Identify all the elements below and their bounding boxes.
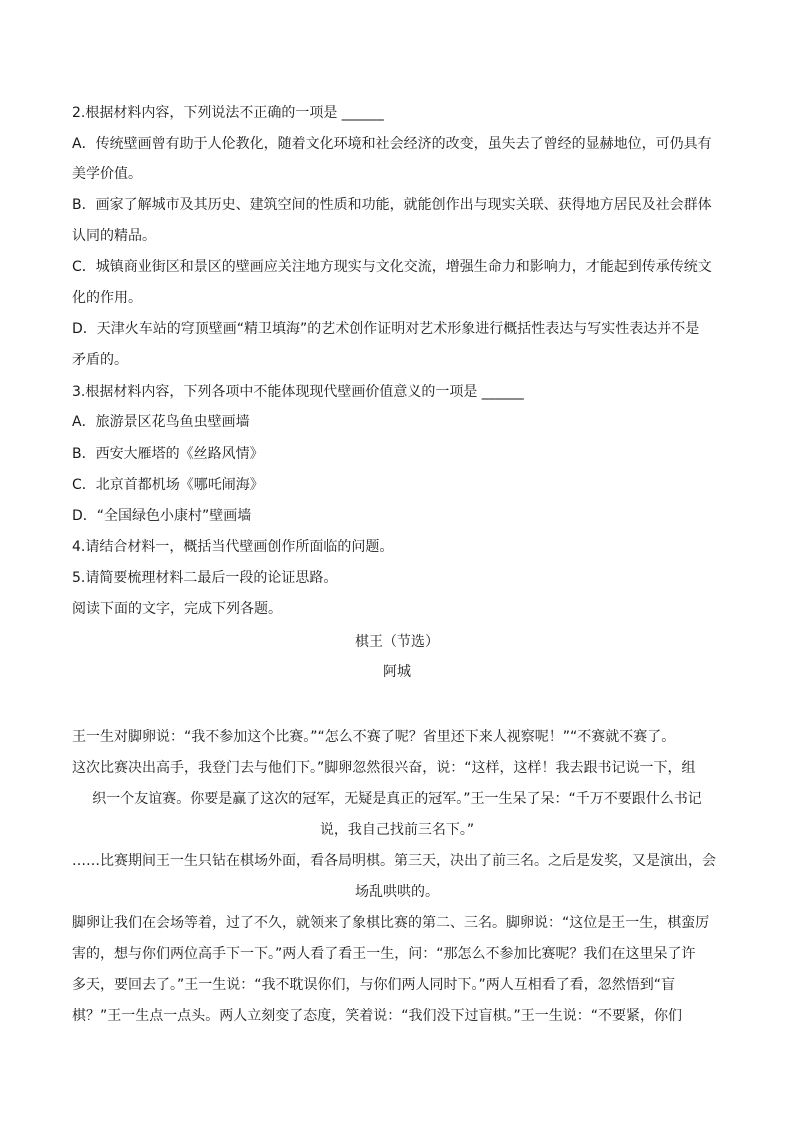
question-4: 4.请结合材料一，概括当代壁画创作所面临的问题。 <box>72 539 394 555</box>
question-3-option-b: B．西安大雁塔的《丝路风情》 <box>72 446 264 462</box>
passage-paragraph-1-line-2: 这次比赛决出高手，我登门去与他们下。”脚卵忽然很兴奋，说：“这样，这样！我去跟书记说一下，组 <box>72 760 696 776</box>
question-2-option-d: D．天津火车站的穹顶壁画“精卫填海”的艺术创作证明对艺术形象进行概括性表达与写实性表达并不是 <box>72 321 700 337</box>
question-2-option-c-cont: 化的作用。 <box>72 290 142 306</box>
passage-title: 棋王（节选） <box>355 634 439 650</box>
passage-paragraph-1-line-3: 织一个友谊赛。你要是赢了这次的冠军，无疑是真正的冠军。”王一生呆了呆：“千万不要跟什么书记 <box>92 791 702 807</box>
passage-author: 阿城 <box>383 664 411 680</box>
question-2-option-a: A．传统壁画曾有助于人伦教化，随着文化环境和社会经济的改变，虽失去了曾经的显赫地位，可仍具有 <box>72 136 712 152</box>
passage-paragraph-3-line-3: 多天，要回去了。”王一生说：“我不耽误你们，与你们两人同时下。”两人互相看了看，忽然悟到“盲 <box>72 977 676 993</box>
passage-paragraph-3-line-4: 棋？”王一生点一点头。两人立刻变了态度，笑着说：“我们没下过盲棋。”王一生说：“不要紧，你们 <box>72 1008 683 1024</box>
reading-intro: 阅读下面的文字，完成下列各题。 <box>72 601 282 617</box>
question-2-option-c: C．城镇商业街区和景区的壁画应关注地方现实与文化交流，增强生命力和影响力，才能起到传承传统文 <box>72 259 712 275</box>
question-2-option-b: B．画家了解城市及其历史、建筑空间的性质和功能，就能创作出与现实关联、获得地方居民及社会群体 <box>72 197 712 213</box>
question-3-option-c: C．北京首都机场《哪吒闹海》 <box>72 477 264 493</box>
question-2-option-b-cont: 认同的精品。 <box>72 228 156 244</box>
question-3-stem: 3.根据材料内容，下列各项中不能体现现代壁画价值意义的一项是 ______ <box>72 384 524 400</box>
question-5: 5.请简要梳理材料二最后一段的论证思路。 <box>72 570 338 586</box>
passage-paragraph-2-line-2: 场乱哄哄的。 <box>355 884 439 900</box>
passage-paragraph-1-line-4: 说，我自己找前三名下。” <box>319 822 475 838</box>
passage-paragraph-3-line-1: 脚卵让我们在会场等着，过了不久，就领来了象棋比赛的第二、三名。脚卵说：“这位是王一生，棋蛮厉 <box>72 915 710 931</box>
passage-paragraph-3-line-2: 害的，想与你们两位高手下一下。”两人看了看王一生，问：“那怎么不参加比赛呢？我们在这里呆了许 <box>72 946 696 962</box>
question-2-stem: 2.根据材料内容，下列说法不正确的一项是 ______ <box>72 105 384 121</box>
passage-paragraph-2-line-1: ……比赛期间王一生只钻在棋场外面，看各局明棋。第三天，决出了前三名。之后是发奖，又是演出，会 <box>72 853 716 869</box>
passage-paragraph-1-line-1: 王一生对脚卵说：“我不参加这个比赛。”“怎么不赛了呢？省里还下来人视察呢！”“不赛就不赛了。 <box>72 729 676 745</box>
question-3-option-a: A．旅游景区花鸟鱼虫壁画墙 <box>72 414 250 430</box>
question-3-option-d: D．“全国绿色小康村”壁画墙 <box>72 508 252 524</box>
question-2-option-d-cont: 矛盾的。 <box>72 352 128 368</box>
question-2-option-a-cont: 美学价值。 <box>72 166 142 182</box>
